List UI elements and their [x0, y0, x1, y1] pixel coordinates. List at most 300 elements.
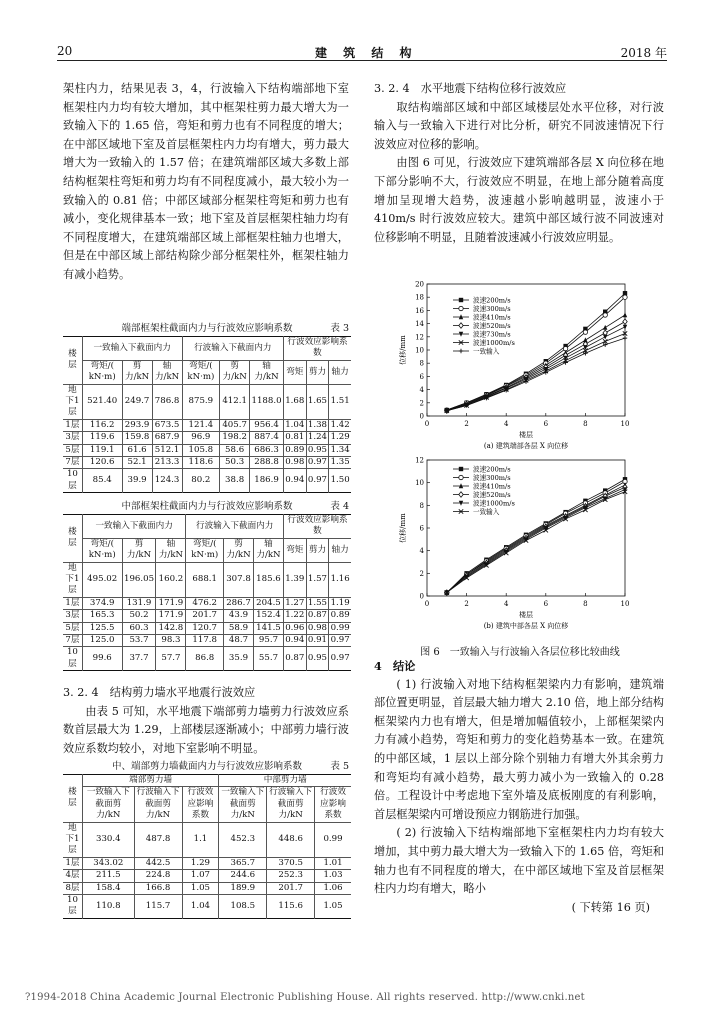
y-tick-label: 4 — [419, 547, 424, 556]
series-point — [623, 336, 627, 340]
table-cell: 0.96 — [285, 622, 305, 633]
table-cell: 165.3 — [82, 610, 122, 622]
table-cell: 1.16 — [329, 562, 351, 597]
table-cell: 0.97 — [306, 469, 329, 493]
table-cell: 1.22 — [285, 610, 305, 621]
table-subheader-cell: 行波输入下截面剪力/kN — [134, 787, 182, 822]
table-row — [63, 444, 351, 456]
table-cell: 1.50 — [329, 469, 351, 493]
table-cell: 121.4 — [182, 419, 220, 431]
table-cell: 1.65 — [306, 384, 329, 419]
y-tick-label: 6 — [419, 524, 424, 533]
x-tick-label: 4 — [503, 600, 509, 608]
figure-caption: 图 6 一致输入与行波输入各层位移比较曲线 — [420, 647, 620, 658]
copyright-footer: ?1994-2018 China Academic Journal Electronic Publishing House. All rights reserved. http://www.cnki.net — [25, 992, 585, 1003]
y-tick-label: 0 — [419, 592, 424, 601]
table-cell: 119.6 — [82, 432, 122, 444]
table-cell: 1.55 — [307, 597, 328, 608]
table-header-cell: 中部剪力墙 — [219, 775, 351, 787]
table-cell: 86.8 — [186, 647, 224, 671]
table-5-title: 中、端部剪力墙截面内力与行波效应影响系数 — [111, 761, 302, 772]
table-cell: 786.8 — [152, 384, 182, 419]
series-point — [459, 323, 463, 328]
table-cell: 7层 — [63, 635, 82, 647]
table-cell: 119.1 — [82, 444, 122, 456]
table-cell: 5层 — [63, 444, 82, 456]
table-cell: 85.4 — [82, 469, 122, 493]
table-cell: 58.6 — [220, 444, 250, 456]
table-cell: 365.7 — [219, 857, 267, 869]
table-cell: 0.97 — [330, 635, 350, 646]
table-cell: 687.9 — [152, 432, 182, 444]
y-axis-label: 位移/mm — [399, 513, 407, 543]
table-cell: 118.6 — [182, 457, 220, 469]
table-cell: 201.7 — [186, 610, 224, 622]
table-cell: 1层 — [63, 419, 82, 431]
table-cell: 171.9 — [156, 610, 186, 622]
table-cell: 160.2 — [156, 562, 186, 597]
table-cell: 10层 — [63, 895, 82, 919]
table-cell: 244.6 — [219, 870, 267, 882]
table-cell: 0.91 — [307, 635, 328, 646]
table-3-caption — [63, 322, 351, 335]
x-tick-label: 10 — [620, 420, 630, 428]
table-3-number: 表 3 — [330, 323, 349, 334]
table-header-cell: 一致输入下截面内力 — [82, 337, 182, 361]
table-cell: 1.05 — [315, 895, 351, 919]
table-cell: 53.7 — [122, 635, 156, 647]
table-subheader-cell: 轴力/kN — [253, 538, 283, 562]
series-point — [623, 319, 627, 324]
table-cell: 1.04 — [285, 419, 305, 430]
table-cell: 50.2 — [122, 610, 156, 622]
table-cell: 39.9 — [122, 469, 152, 493]
page-header — [57, 40, 667, 61]
table-cell: 887.4 — [250, 432, 284, 444]
table-cell: 37.7 — [122, 647, 156, 671]
table-subheader-cell: 行波效应影响系数 — [315, 787, 351, 822]
table-cell: 3层 — [63, 432, 82, 444]
x-tick-label: 0 — [424, 420, 430, 428]
table-cell: 686.3 — [250, 444, 284, 456]
table-cell: 4层 — [63, 870, 82, 882]
table-cell: 412.1 — [220, 384, 250, 419]
series-point — [623, 295, 627, 299]
table-subheader-cell: 一致输入下截面剪力/kN — [82, 787, 134, 822]
table-row — [63, 822, 351, 857]
table-subheader-cell: 剪力/kN — [122, 360, 152, 384]
legend-label: 一致输入 — [473, 347, 500, 356]
table-5-caption — [63, 760, 351, 773]
table-cell: 448.6 — [267, 822, 315, 857]
journal-title: 建 筑 结 构 — [315, 46, 418, 60]
table-cell: 1层 — [63, 857, 82, 869]
table-row — [63, 857, 351, 869]
table-header-cell: 楼层 — [63, 337, 82, 385]
series-point — [459, 492, 463, 497]
table-cell: 288.8 — [250, 457, 284, 469]
table-cell: 1.1 — [182, 822, 219, 857]
table-cell: 141.5 — [253, 622, 283, 634]
legend-label: 波速200m/s — [473, 296, 511, 305]
chart-b-svg — [395, 454, 655, 636]
table-cell: 204.5 — [253, 597, 283, 609]
table-cell: 374.9 — [82, 597, 122, 609]
chart-a — [395, 278, 655, 456]
table-cell: 120.6 — [82, 457, 122, 469]
chart-a-svg — [395, 278, 655, 456]
table-row — [63, 635, 351, 647]
legend-label: 波速300m/s — [473, 474, 511, 482]
table-cell: 1.57 — [306, 562, 329, 597]
table-subheader-cell: 剪力/kN — [122, 538, 156, 562]
table-cell: 476.2 — [186, 597, 224, 609]
table-row — [63, 597, 351, 609]
chart-title: (b) 建筑中部各层 X 向位移 — [483, 622, 569, 630]
series-point — [623, 325, 627, 330]
table-cell: 115.7 — [134, 895, 182, 919]
table-header-cell: 端部剪力墙 — [82, 775, 218, 787]
section-paragraph: 由图 6 可见，行波效应下建筑端部各层 X 向位移在地下部分影响不大，行波效应不明显，在地上部分随着高度增加呈现增大趋势，波速越小影响越明显，波速小于 410m/s 时行波效应较大。建筑中部区域行波不同波速对位移影响不明显，且随着波速减小行波效应明显。 — [374, 156, 664, 244]
section-heading: 4 结论 — [374, 659, 416, 673]
table-cell: 7层 — [63, 457, 82, 469]
table-cell: 1.39 — [283, 562, 306, 597]
section-paragraph: 由表 5 可知，水平地震下端部剪力墙剪力行波效应系数首层最大为 1.29，上部楼层逐渐减小；中部剪力墙行波效应系数均较小，对地下室影响不明显。 — [63, 704, 349, 755]
table-subheader-cell: 一致输入下截面剪力/kN — [219, 787, 267, 822]
section-displacement — [374, 80, 664, 247]
table-cell: 55.7 — [253, 647, 283, 671]
table-4-title: 中部框架柱截面内力与行波效应影响系数 — [121, 501, 293, 512]
table-cell: 110.8 — [82, 895, 134, 919]
table-cell: 1.29 — [182, 857, 219, 869]
table-cell: 252.3 — [267, 870, 315, 882]
table-row — [63, 870, 351, 882]
section-paragraph: 取结构端部区域和中部区域楼层处水平位移，对行波输入与一致输入下进行对比分析，研究不同波速情况下行波效应对位移的影响。 — [374, 100, 664, 151]
table-cell: 120.7 — [186, 622, 224, 634]
x-tick-label: 4 — [503, 420, 509, 428]
table-cell: 99.6 — [82, 647, 122, 671]
table-cell: 0.81 — [285, 432, 305, 443]
table-cell: 8层 — [63, 882, 82, 894]
issue-year: 2018 年 — [620, 46, 667, 60]
table-cell: 48.7 — [224, 635, 254, 647]
table-cell: 158.4 — [82, 882, 134, 894]
table-subheader-cell: 弯矩/( kN·m) — [182, 360, 220, 384]
table-cell: 96.9 — [182, 432, 220, 444]
table-subheader-cell: 轴力 — [329, 538, 351, 562]
table-3-title: 端部框架柱截面内力与行波效应影响系数 — [121, 323, 293, 334]
table-cell: 0.99 — [330, 622, 350, 633]
table-cell: 80.2 — [182, 469, 220, 493]
series-point — [623, 312, 627, 317]
table-cell: 186.9 — [250, 469, 284, 493]
table-cell: 198.2 — [220, 432, 250, 444]
table-cell: 115.6 — [267, 895, 315, 919]
table-row — [63, 622, 351, 634]
table-header-cell: 行波输入下截面内力 — [182, 337, 283, 361]
table-cell: 166.8 — [134, 882, 182, 894]
table-4 — [63, 500, 351, 671]
table-cell: 地下1层 — [63, 562, 82, 597]
y-tick-label: 8 — [419, 501, 424, 510]
x-tick-label: 2 — [464, 420, 469, 428]
table-cell: 201.7 — [267, 882, 315, 894]
table-cell: 293.9 — [122, 419, 152, 431]
table-cell: 10层 — [63, 647, 82, 671]
table-cell: 875.9 — [182, 384, 220, 419]
table-cell: 1.07 — [182, 870, 219, 882]
legend-label: 波速410m/s — [473, 482, 511, 491]
table-cell: 0.94 — [285, 635, 305, 646]
y-tick-label: 16 — [415, 306, 424, 315]
table-cell: 307.8 — [224, 562, 254, 597]
table-cell: 343.02 — [82, 857, 134, 869]
y-tick-label: 10 — [415, 346, 424, 355]
table-cell: 0.87 — [307, 610, 328, 621]
table-row — [63, 419, 351, 431]
table-cell: 286.7 — [224, 597, 254, 609]
table-header-cell: 行波效应影响系数 — [283, 337, 351, 361]
table-3 — [63, 322, 351, 493]
legend-label: 波速1000m/s — [473, 339, 515, 347]
x-tick-label: 10 — [620, 600, 630, 608]
table-cell: 142.8 — [156, 622, 186, 634]
series-point — [583, 330, 587, 334]
x-tick-label: 0 — [424, 600, 430, 608]
table-subheader-cell: 弯矩/( kN·m) — [186, 538, 224, 562]
table-header-cell: 楼层 — [63, 775, 82, 823]
table-cell: 95.7 — [253, 635, 283, 647]
table-row — [63, 647, 351, 671]
table-cell: 452.3 — [219, 822, 267, 857]
table-cell: 495.02 — [82, 562, 122, 597]
table-cell: 10层 — [63, 469, 82, 493]
table-3-grid — [63, 336, 351, 493]
section-conclusion — [374, 657, 664, 917]
table-row — [63, 562, 351, 597]
table-cell: 124.3 — [152, 469, 182, 493]
legend-label: 波速410m/s — [473, 313, 511, 322]
table-cell: 0.95 — [307, 444, 328, 455]
table-subheader-cell: 剪力/kN — [220, 360, 250, 384]
table-cell: 58.9 — [224, 622, 254, 634]
table-cell: 521.40 — [82, 384, 122, 419]
table-cell: 0.89 — [285, 444, 305, 455]
table-cell: 38.8 — [220, 469, 250, 493]
plot-frame — [427, 284, 625, 416]
table-cell: 185.6 — [253, 562, 283, 597]
legend-label: 波速520m/s — [473, 491, 511, 499]
table-cell: 1.05 — [182, 882, 219, 894]
table-cell: 688.1 — [186, 562, 224, 597]
table-cell: 1.68 — [283, 384, 306, 419]
plot-frame — [427, 460, 625, 596]
y-tick-label: 2 — [419, 569, 424, 578]
x-tick-label: 8 — [583, 600, 588, 608]
section-heading: 3. 2. 4 水平地震下结构位移行波效应 — [374, 82, 567, 95]
table-cell: 512.1 — [152, 444, 182, 456]
x-tick-label: 6 — [543, 600, 549, 608]
table-cell: 0.97 — [329, 647, 351, 671]
y-tick-label: 10 — [415, 479, 424, 488]
chart-title: (a) 建筑端部各层 X 向位移 — [483, 442, 569, 450]
table-cell: 125.5 — [82, 622, 122, 634]
table-cell: 0.98 — [307, 622, 328, 633]
table-cell: 1.24 — [307, 432, 328, 443]
y-tick-label: 20 — [415, 280, 424, 289]
legend-label: 波速520m/s — [473, 322, 511, 330]
table-cell: 249.7 — [122, 384, 152, 419]
table-cell: 50.3 — [220, 457, 250, 469]
table-cell: 1层 — [63, 597, 82, 609]
y-axis-label: 位移/mm — [399, 335, 407, 365]
table-cell: 330.4 — [82, 822, 134, 857]
series-point — [459, 306, 463, 310]
page-number: 20 — [57, 44, 73, 58]
table-subheader-cell: 轴力/kN — [152, 360, 182, 384]
x-axis-label: 楼层 — [519, 611, 533, 619]
x-tick-label: 8 — [583, 420, 588, 428]
table-subheader-cell: 剪力 — [306, 538, 329, 562]
table-subheader-cell: 弯矩 — [283, 360, 306, 384]
table-subheader-cell: 弯矩/( kN·m) — [82, 538, 122, 562]
table-cell: 171.9 — [156, 597, 186, 609]
series-point — [459, 467, 463, 471]
table-cell: 57.7 — [156, 647, 186, 671]
table-subheader-cell: 行波输入下截面剪力/kN — [267, 787, 315, 822]
table-cell: 0.89 — [330, 610, 350, 621]
table-4-caption — [63, 500, 351, 513]
table-cell: 196.05 — [122, 562, 156, 597]
series-point — [459, 475, 463, 479]
table-4-number: 表 4 — [330, 501, 349, 512]
table-subheader-cell: 弯矩 — [283, 538, 306, 562]
section-heading: 3. 2. 4 结构剪力墙水平地震行波效应 — [63, 686, 256, 699]
table-cell: 1.51 — [329, 384, 351, 419]
table-header-cell: 一致输入下截面内力 — [82, 515, 186, 539]
table-row — [63, 895, 351, 919]
y-tick-label: 14 — [415, 320, 424, 329]
x-tick-label: 2 — [464, 600, 469, 608]
table-cell: 1.03 — [315, 870, 351, 882]
table-cell: 43.9 — [224, 610, 254, 622]
table-cell: 1.27 — [285, 597, 305, 608]
y-tick-label: 4 — [419, 386, 424, 395]
table-cell: 1.38 — [307, 419, 328, 430]
continued-note: ( 下转第 16 页) — [571, 900, 650, 914]
table-subheader-cell: 轴力/kN — [156, 538, 186, 562]
y-tick-label: 12 — [415, 333, 424, 342]
series-point — [603, 313, 607, 317]
table-cell: 131.9 — [122, 597, 156, 609]
table-cell: 213.3 — [152, 457, 182, 469]
table-5 — [63, 760, 351, 919]
section-wall — [63, 684, 349, 758]
table-cell: 3层 — [63, 610, 82, 622]
chart-b — [395, 454, 655, 636]
table-4-grid — [63, 514, 351, 671]
table-cell: 673.5 — [152, 419, 182, 431]
table-cell: 1188.0 — [250, 384, 284, 419]
legend-label: 一致输入 — [473, 508, 500, 516]
table-5-number: 表 5 — [330, 761, 349, 772]
table-cell: 189.9 — [219, 882, 267, 894]
table-cell: 地下1层 — [63, 384, 82, 419]
table-cell: 0.98 — [285, 457, 305, 468]
table-cell: 152.4 — [253, 610, 283, 622]
table-cell: 224.8 — [134, 870, 182, 882]
table-cell: 1.29 — [330, 432, 350, 443]
y-tick-label: 2 — [419, 399, 424, 408]
x-tick-label: 6 — [543, 420, 549, 428]
series-point — [603, 325, 607, 330]
table-cell: 0.87 — [283, 647, 306, 671]
table-row — [63, 384, 351, 419]
table-cell: 487.8 — [134, 822, 182, 857]
table-subheader-cell: 剪力/kN — [224, 538, 254, 562]
table-cell: 1.35 — [330, 457, 350, 468]
conclusion-2: ( 2) 行波输入下结构端部地下室框架柱内力均有较大增加，其中剪力最大增大为一致输入下的 1.65 倍，弯矩和轴力也有不同程度的增大，在中部区域地下室及首层框架柱内力均有增大，略小 — [374, 826, 664, 896]
y-tick-label: 8 — [419, 359, 424, 368]
series-point — [459, 298, 463, 302]
table-cell: 211.5 — [82, 870, 134, 882]
table-cell: 159.8 — [122, 432, 152, 444]
conclusion-1: ( 1) 行波输入对地下结构框架梁内力有影响，建筑端部位置更明显，首层最大轴力增大 2.10 倍，地上部分结构框架梁内力也有增大，但是增加幅值较小，上部框架梁内力有减小趋势，弯矩和剪力的变化趋势基本一致。在建筑的中部区域，1 层以上部分除个别轴力有增大外其余剪力和弯矩均有减小趋势，最大剪力减小为一致输入的 0.28 倍。工程设计中考虑地下室外墙及底板刚度的有利影响，首层框架梁内可增设预应力钢筋进行加强。 — [374, 677, 664, 821]
table-cell: 1.42 — [330, 419, 350, 430]
table-cell: 117.8 — [186, 635, 224, 647]
table-subheader-cell: 弯矩/( kN·m) — [82, 360, 122, 384]
table-cell: 0.94 — [283, 469, 306, 493]
table-cell: 52.1 — [122, 457, 152, 469]
table-row — [63, 469, 351, 493]
table-cell: 1.19 — [330, 597, 350, 608]
table-cell: 60.3 — [122, 622, 156, 634]
table-cell: 116.2 — [82, 419, 122, 431]
y-tick-label: 12 — [415, 456, 424, 465]
series-point — [459, 349, 463, 353]
table-cell: 35.9 — [224, 647, 254, 671]
series-point — [603, 335, 607, 340]
y-tick-label: 6 — [419, 372, 424, 381]
legend-label: 波速300m/s — [473, 305, 511, 313]
left-intro-paragraph: 架柱内力，结果见表 3，4，行波输入下结构端部地下室框架柱内力均有较大增加，其中框架柱剪力最大增大为一致输入下的 1.65 倍，弯矩和剪力也有不同程度的增大；在中部区域地下室及首层框架柱内力均有增大，剪力最大增大为一致输入的 1.57 倍；在建筑端部区域大多数上部结构框架柱弯矩和剪力均有不同程度减小，最大较小为一致输入的 0.81 倍；中部区域部分框架柱弯矩和剪力也有减小，变化规律基本一致；地下室及首层框架柱轴力均有不同程度增大，在建筑端部区域上部框架柱轴力也增大，但是在中部区域上部结构除少部分框架柱外，框架柱轴力有减小趋势。 — [63, 82, 349, 281]
table-cell: 1.01 — [315, 857, 351, 869]
table-cell: 0.97 — [307, 457, 328, 468]
legend-label: 波速1000m/s — [473, 499, 515, 508]
y-tick-label: 0 — [419, 412, 424, 421]
table-5-grid — [63, 774, 351, 919]
table-cell: 108.5 — [219, 895, 267, 919]
table-header-cell: 行波效应影响系数 — [283, 515, 351, 539]
table-subheader-cell: 剪力 — [306, 360, 329, 384]
table-cell: 5层 — [63, 622, 82, 634]
table-cell: 地下1层 — [63, 822, 82, 857]
legend-label: 波速730m/s — [473, 330, 511, 339]
table-subheader-cell: 行波效应影响系数 — [182, 787, 219, 822]
table-row — [63, 610, 351, 622]
table-cell: 1.04 — [182, 895, 219, 919]
legend-label: 波速200m/s — [473, 465, 511, 474]
y-tick-label: 18 — [415, 293, 424, 302]
table-subheader-cell: 轴力 — [329, 360, 351, 384]
table-subheader-cell: 轴力/kN — [250, 360, 284, 384]
table-cell: 105.8 — [182, 444, 220, 456]
table-header-cell: 行波输入下截面内力 — [186, 515, 284, 539]
table-cell: 956.4 — [250, 419, 284, 431]
x-axis-label: 楼层 — [519, 431, 533, 439]
series-point — [544, 370, 548, 374]
table-row — [63, 882, 351, 894]
